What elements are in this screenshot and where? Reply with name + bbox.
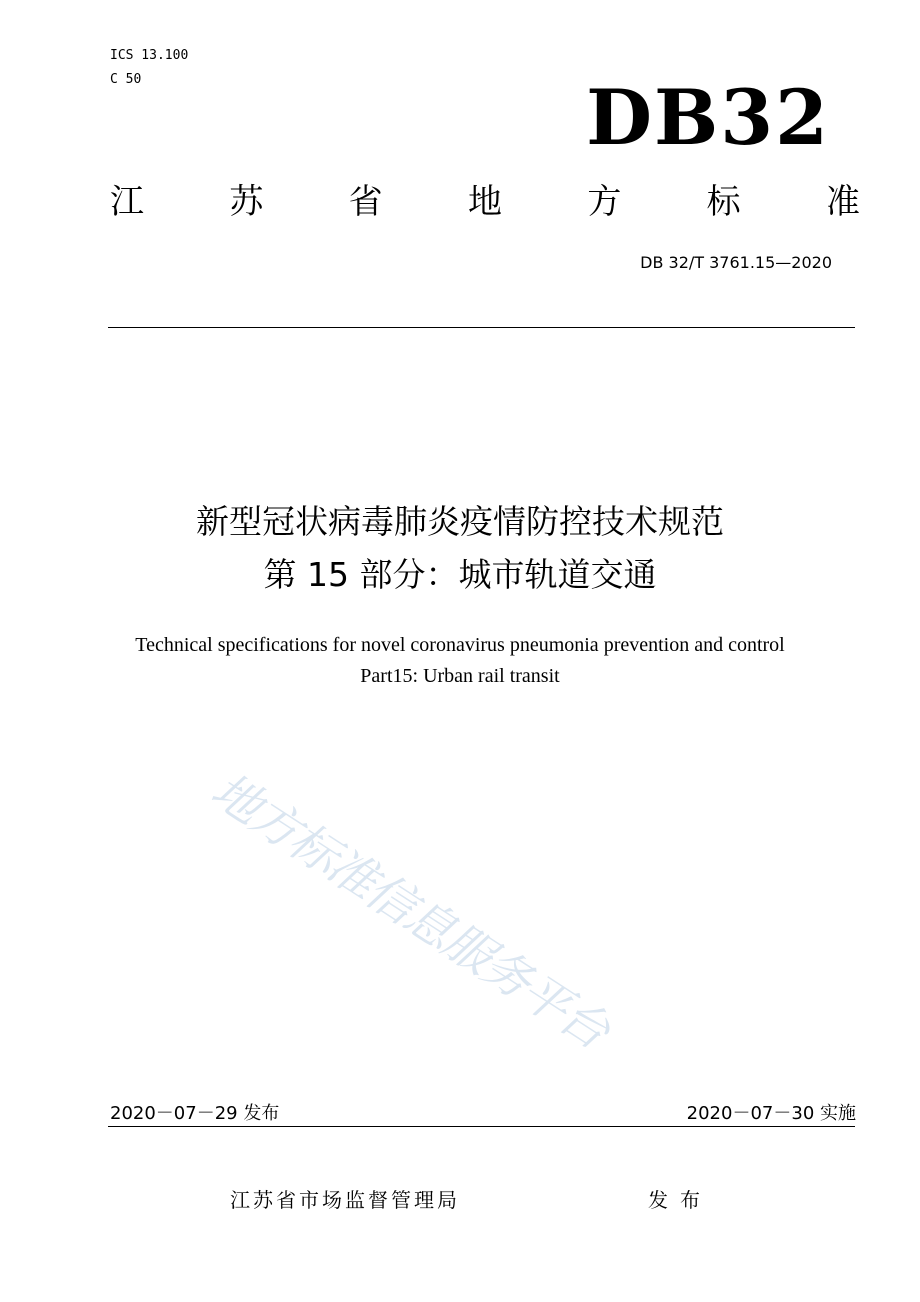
standard-type-char: 苏	[229, 182, 264, 222]
standard-type-char: 方	[587, 182, 622, 222]
implementation-date: 2020－07－30 实施	[686, 1103, 856, 1124]
issue-date: 2020－07－29 发布	[110, 1103, 280, 1124]
db-mark: DB32	[586, 73, 830, 162]
standard-type	[110, 180, 860, 224]
title-en-main: Technical specifications for novel coronavirus pneumonia prevention and control	[135, 634, 785, 656]
title-cn-part: 第 15 部分：城市轨道交通	[263, 555, 657, 594]
standard-type-char: 地	[467, 182, 502, 222]
title-en-part: Part15: Urban rail transit	[360, 665, 560, 687]
bottom-divider	[108, 1126, 855, 1127]
standard-type-char: 江	[110, 182, 144, 222]
standard-type-char: 准	[825, 182, 860, 222]
watermark: 地方标准信息服务平台	[201, 762, 618, 1060]
ccs-code: C 50	[110, 72, 142, 87]
issuing-authority: 江苏省市场监督管理局	[230, 1188, 460, 1212]
standard-type-char: 省	[348, 182, 383, 222]
issue-label: 发布	[648, 1188, 712, 1212]
ics-code: ICS 13.100	[110, 48, 189, 63]
standard-code: DB 32/T 3761.15—2020	[640, 253, 832, 272]
top-divider	[108, 327, 855, 328]
standard-type-char: 标	[706, 182, 741, 222]
title-cn-main: 新型冠状病毒肺炎疫情防控技术规范	[196, 502, 724, 541]
